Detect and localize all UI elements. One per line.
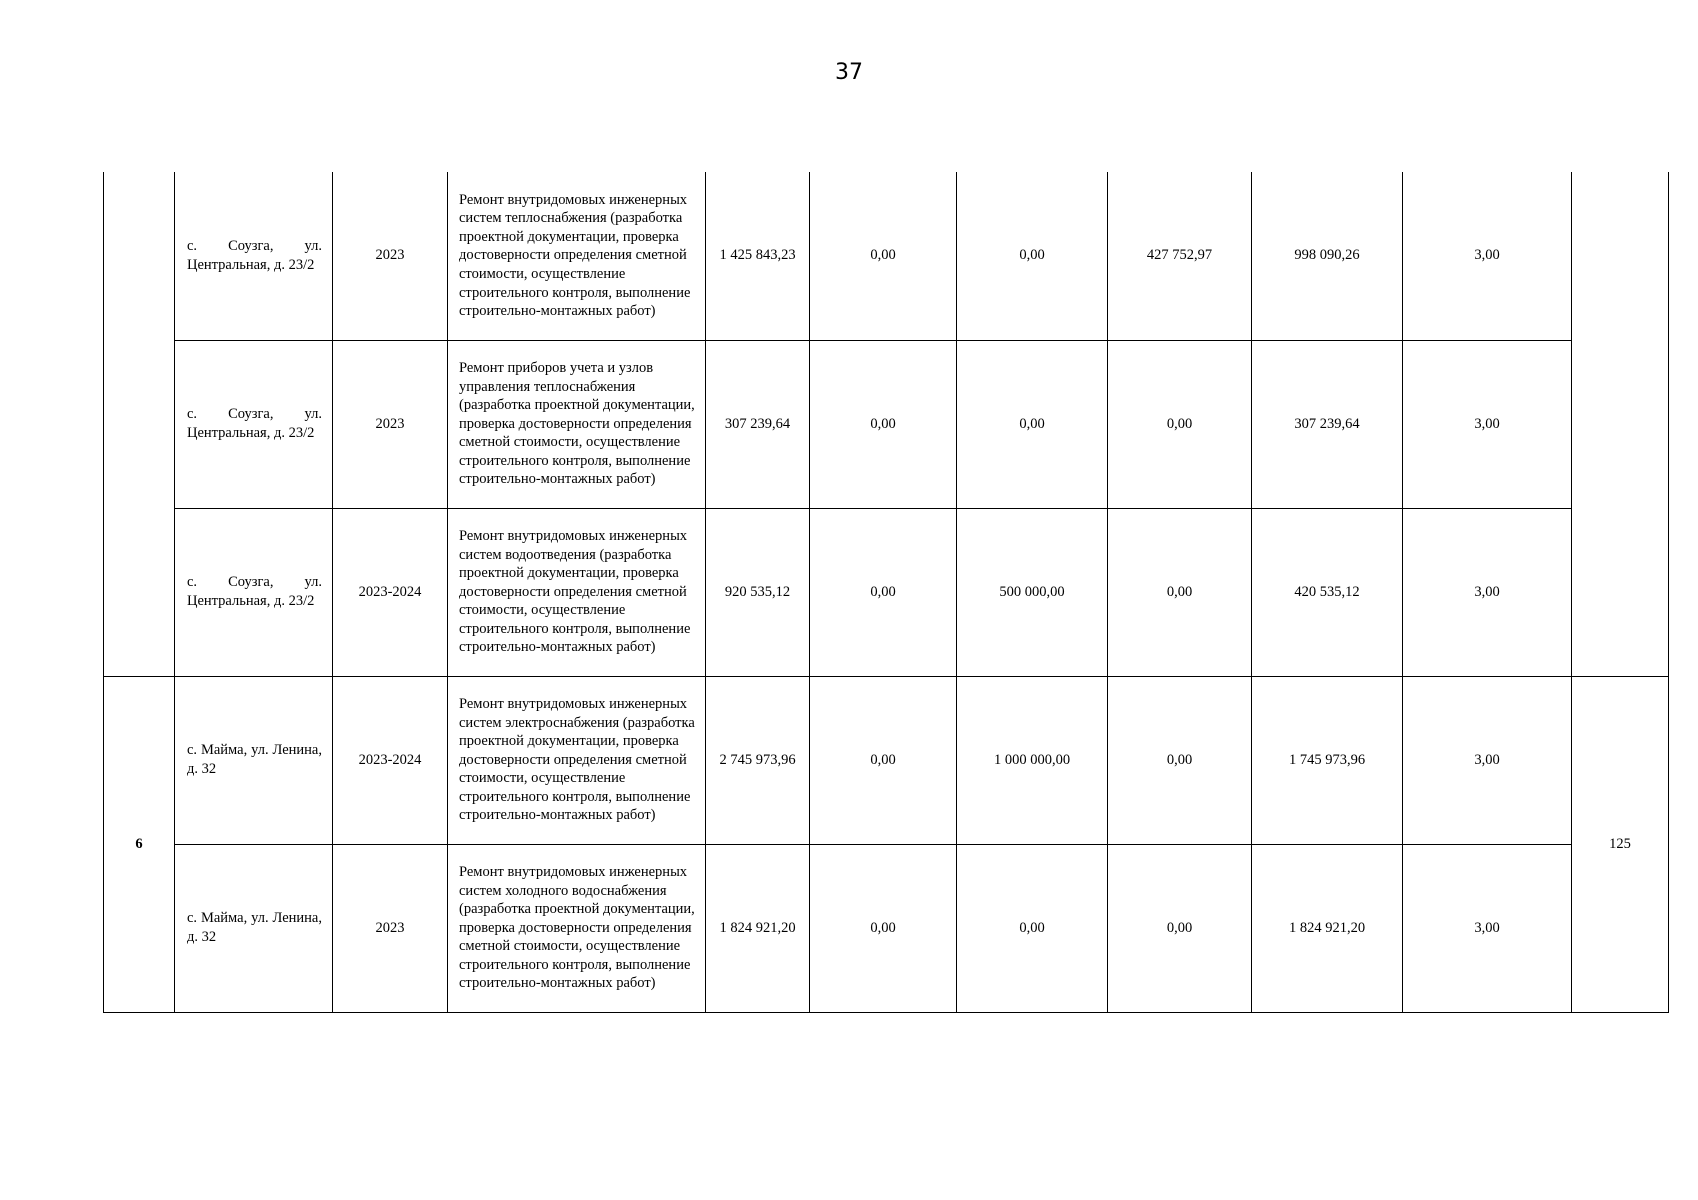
address-cell: с. Соузга, ул. Центральная, д. 23/2 xyxy=(175,340,333,508)
amount-cell: 0,00 xyxy=(810,340,957,508)
amount-cell: 998 090,26 xyxy=(1252,172,1403,340)
group-number: 6 xyxy=(135,835,143,852)
rate-cell: 3,00 xyxy=(1403,676,1572,844)
table-row xyxy=(104,844,1669,1012)
repair-program-table xyxy=(103,172,1669,1013)
years-cell: 2023 xyxy=(333,844,448,1012)
total-cost-cell: 307 239,64 xyxy=(706,340,810,508)
group-extra-cell xyxy=(1572,172,1669,676)
work-description-cell: Ремонт внутридомовых инженерных систем холодного водоснабжения (разработка проектной документации, проверка достоверности определения сметной стоимости, осуществление строительного контроля, выполнение строительно-монтажных работ) xyxy=(448,844,706,1012)
amount-cell: 0,00 xyxy=(1108,844,1252,1012)
years-cell: 2023 xyxy=(333,172,448,340)
rate-cell: 3,00 xyxy=(1403,844,1572,1012)
work-description-cell: Ремонт внутридомовых инженерных систем электроснабжения (разработка проектной документации, проверка достоверности определения сметной стоимости, осуществление строительного контроля, выполнение строительно-монтажных работ) xyxy=(448,676,706,844)
amount-cell: 420 535,12 xyxy=(1252,508,1403,676)
work-description-cell: Ремонт внутридомовых инженерных систем теплоснабжения (разработка проектной документации, проверка достоверности определения сметной стоимости, осуществление строительного контроля, выполнение строительно-монтажных работ) xyxy=(448,172,706,340)
amount-cell: 1 000 000,00 xyxy=(957,676,1108,844)
rate-cell: 3,00 xyxy=(1403,508,1572,676)
years-cell: 2023 xyxy=(333,340,448,508)
work-description-cell: Ремонт внутридомовых инженерных систем водоотведения (разработка проектной документации, проверка достоверности определения сметной стоимости, осуществление строительного контроля, выполнение строительно-монтажных работ) xyxy=(448,508,706,676)
amount-cell: 0,00 xyxy=(957,172,1108,340)
total-cost-cell: 1 824 921,20 xyxy=(706,844,810,1012)
group-number-cell xyxy=(104,676,175,1012)
amount-cell: 0,00 xyxy=(957,340,1108,508)
years-cell: 2023-2024 xyxy=(333,508,448,676)
rate-cell: 3,00 xyxy=(1403,172,1572,340)
address-cell: с. Майма, ул. Ленина, д. 32 xyxy=(175,676,333,844)
address-cell: с. Майма, ул. Ленина, д. 32 xyxy=(175,844,333,1012)
amount-cell: 0,00 xyxy=(810,676,957,844)
table-row xyxy=(104,340,1669,508)
amount-cell: 0,00 xyxy=(810,844,957,1012)
amount-cell: 0,00 xyxy=(1108,676,1252,844)
amount-cell: 0,00 xyxy=(810,172,957,340)
address-cell: с. Соузга, ул. Центральная, д. 23/2 xyxy=(175,172,333,340)
amount-cell: 0,00 xyxy=(810,508,957,676)
amount-cell: 500 000,00 xyxy=(957,508,1108,676)
total-cost-cell: 1 425 843,23 xyxy=(706,172,810,340)
total-cost-cell: 2 745 973,96 xyxy=(706,676,810,844)
page-number: 37 xyxy=(835,60,863,85)
table-row xyxy=(104,676,1669,844)
amount-cell: 307 239,64 xyxy=(1252,340,1403,508)
group-number-cell xyxy=(104,172,175,676)
table-row xyxy=(104,508,1669,676)
total-cost-cell: 920 535,12 xyxy=(706,508,810,676)
address-cell: с. Соузга, ул. Центральная, д. 23/2 xyxy=(175,508,333,676)
amount-cell: 0,00 xyxy=(1108,508,1252,676)
years-cell: 2023-2024 xyxy=(333,676,448,844)
amount-cell: 1 745 973,96 xyxy=(1252,676,1403,844)
group-extra: 125 xyxy=(1609,835,1631,852)
amount-cell: 0,00 xyxy=(957,844,1108,1012)
amount-cell: 427 752,97 xyxy=(1108,172,1252,340)
amount-cell: 0,00 xyxy=(1108,340,1252,508)
rate-cell: 3,00 xyxy=(1403,340,1572,508)
group-extra-cell xyxy=(1572,676,1669,1012)
table-row xyxy=(104,172,1669,340)
amount-cell: 1 824 921,20 xyxy=(1252,844,1403,1012)
work-description-cell: Ремонт приборов учета и узлов управления теплоснабжения (разработка проектной документации, проверка достоверности определения сметной стоимости, осуществление строительного контроля, выполнение строительно-монтажных работ) xyxy=(448,340,706,508)
